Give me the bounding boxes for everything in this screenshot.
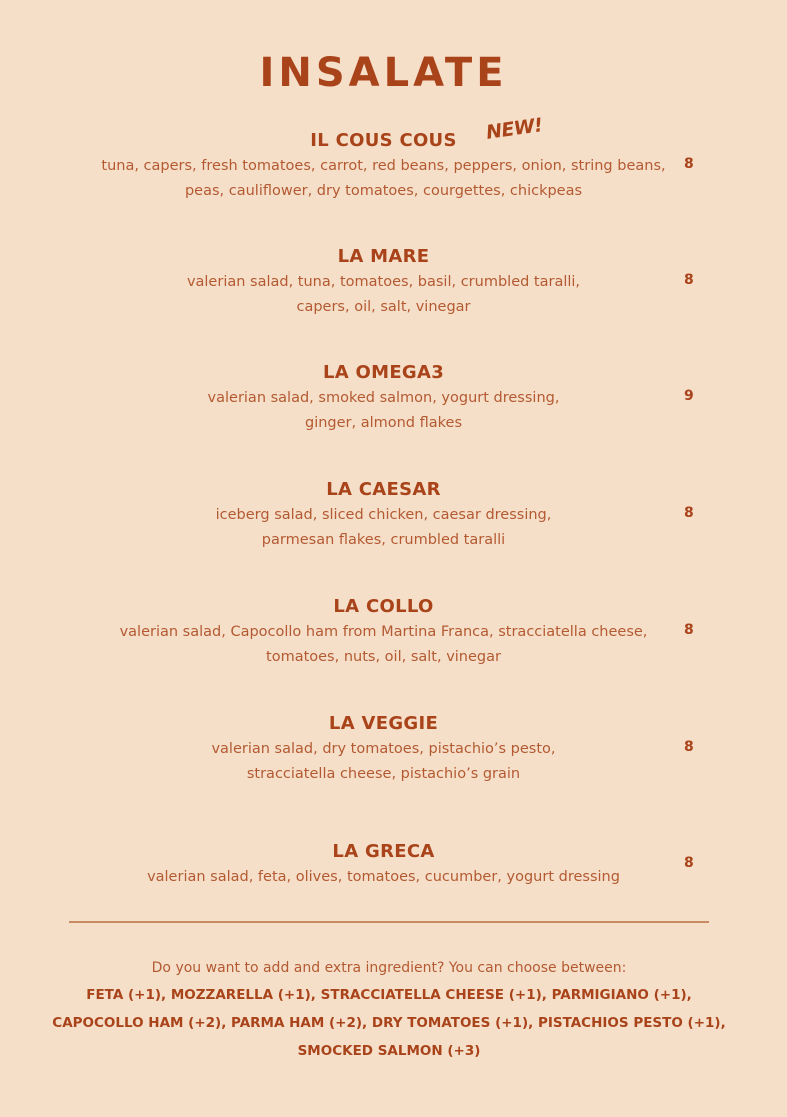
menu-item-name: LA COLLO [333, 596, 434, 617]
menu-item-la-omega3 [0, 360, 767, 436]
menu-item-price: 8 [684, 739, 694, 755]
extras-section [0, 955, 778, 1065]
menu-item-name: LA VEGGIE [328, 713, 439, 734]
menu-item-description: valerian salad, tuna, tomatoes, basil, crumbled taralli, capers, oil, salt, vinegar [186, 274, 581, 315]
menu-item-price: 8 [684, 622, 694, 638]
menu-item-name: LA MARE [337, 246, 430, 267]
menu-item-description: valerian salad, smoked salmon, yogurt dressing, ginger, almond flakes [207, 390, 560, 431]
menu-item-price: 9 [684, 388, 694, 404]
extras-list-line: FETA (+1), MOZZARELLA (+1), STRACCIATELLA CHEESE (+1), PARMIGIANO (+1), [86, 987, 692, 1003]
divider-line [69, 921, 709, 923]
menu-item-la-mare [0, 244, 767, 320]
menu-item-description: valerian salad, Capocollo ham from Martina Franca, stracciatella cheese, tomatoes, nuts, oil, salt, vinegar [119, 624, 648, 665]
menu-item-price: 8 [684, 272, 694, 288]
menu-item-la-collo [0, 594, 767, 670]
menu-item-cous-cous [0, 114, 767, 204]
menu-item-description: valerian salad, dry tomatoes, pistachio’s pesto, stracciatella cheese, pistachio’s grain [211, 741, 556, 782]
extras-list-line: SMOCKED SALMON (+3) [297, 1043, 481, 1059]
menu-item-name: IL COUS COUS NEW! [310, 114, 544, 151]
menu-item-name: LA GRECA [332, 841, 435, 862]
menu-item-description: iceberg salad, sliced chicken, caesar dressing, parmesan flakes, crumbled taralli [215, 507, 552, 548]
menu-item-price: 8 [684, 855, 694, 871]
menu-item-price: 8 [684, 156, 694, 172]
new-badge: NEW! [484, 114, 544, 144]
menu-item-description: tuna, capers, fresh tomatoes, carrot, red beans, peppers, onion, string beans, peas, cauliflower, dry tomatoes, courgettes, chickpeas [101, 158, 666, 199]
menu-item-la-greca [0, 839, 767, 890]
menu-item-la-caesar [0, 477, 767, 553]
menu-title: INSALATE [259, 50, 508, 96]
menu-item-description: valerian salad, feta, olives, tomatoes, cucumber, yogurt dressing [147, 869, 620, 885]
menu-item-la-veggie [0, 711, 767, 787]
menu-item-name: LA OMEGA3 [322, 362, 445, 383]
menu-item-name: LA CAESAR [326, 479, 441, 500]
extras-list-line: CAPOCOLLO HAM (+2), PARMA HAM (+2), DRY TOMATOES (+1), PISTACHIOS PESTO (+1), [52, 1015, 726, 1031]
menu-item-price: 8 [684, 505, 694, 521]
extras-intro: Do you want to add and extra ingredient? You can choose between: [151, 960, 627, 976]
